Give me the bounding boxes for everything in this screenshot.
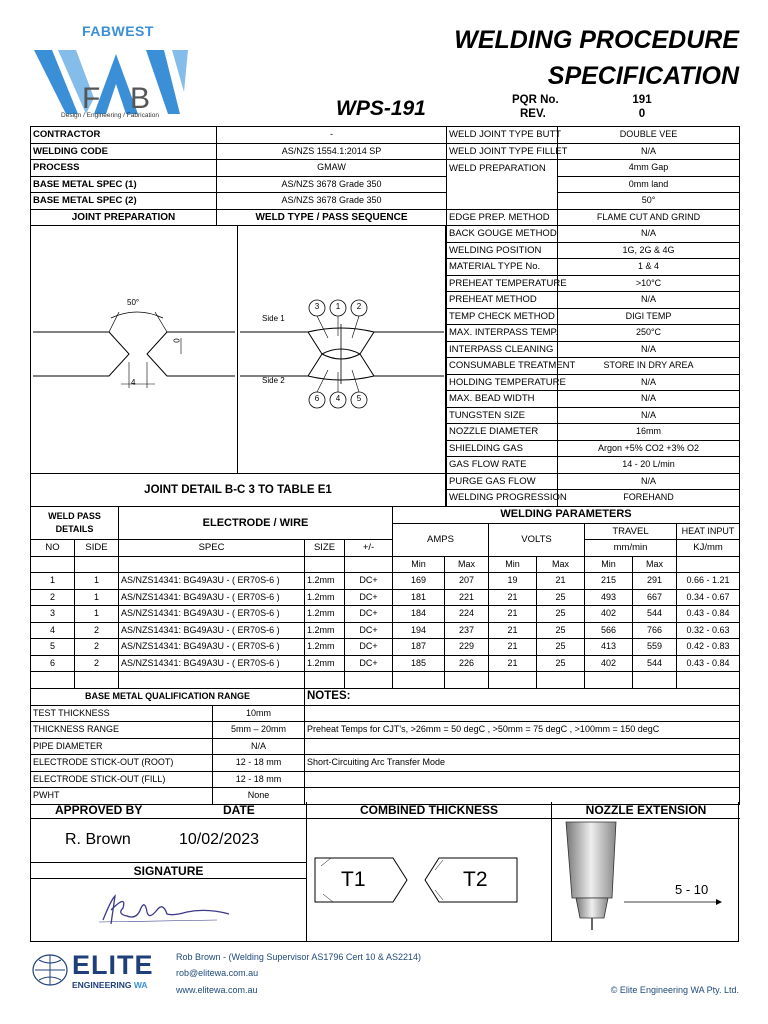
parameter-value: FOREHAND (558, 490, 740, 507)
parameter-value: N/A (558, 341, 740, 358)
parameter-row (447, 259, 740, 276)
fabwest-tagline: Design / Engineering / Fabrication (61, 112, 159, 119)
joint-prep-header: JOINT PREPARATION (31, 209, 217, 226)
weld-pass-row (31, 655, 740, 672)
elite-logo (30, 950, 160, 994)
nozzle-drawing (552, 818, 740, 942)
pass-no: 3 (31, 606, 75, 623)
volts-header: VOLTS (489, 523, 585, 556)
pass-hi: 0.43 - 0.84 (677, 606, 740, 623)
qualification-row (31, 755, 740, 772)
parameter-row (447, 176, 740, 193)
parameter-row (447, 358, 740, 375)
parameter-row (447, 490, 740, 507)
pass-vmax: 25 (537, 639, 585, 656)
parameter-label: TEMP CHECK METHOD (447, 308, 558, 325)
parameter-label: PURGE GAS FLOW (447, 473, 558, 490)
qual-value: None (213, 788, 305, 805)
weld-pass-details-header (31, 507, 119, 540)
pass-vmax: 25 (537, 622, 585, 639)
parameter-value: N/A (558, 292, 740, 309)
electrode-wire-header: ELECTRODE / WIRE (119, 507, 393, 540)
parameter-value: 14 - 20 L/min (558, 457, 740, 474)
pass-5: 5 (356, 394, 362, 403)
heat-input-header: HEAT INPUT (677, 523, 740, 540)
fabwest-logo (30, 20, 190, 125)
parameter-row (447, 341, 740, 358)
info-value: GMAW (217, 160, 447, 177)
parameter-value: N/A (558, 407, 740, 424)
parameter-row (447, 424, 740, 441)
pass-tmin: 402 (585, 606, 633, 623)
pass-spec: AS/NZS14341: BG49A3U - ( ER70S-6 ) (119, 639, 305, 656)
combined-thickness-label: COMBINED THICKNESS (359, 803, 498, 817)
info-row (31, 176, 447, 193)
pass-size: 1.2mm (305, 573, 345, 590)
qual-label: THICKNESS RANGE (31, 722, 213, 739)
qual-note (305, 771, 740, 788)
volts-min-header: Min (489, 556, 537, 573)
pass-amin: 194 (393, 622, 445, 639)
pass-vmin: 19 (489, 573, 537, 590)
signature-label: SIGNATURE (133, 864, 204, 878)
approval-section (30, 802, 739, 942)
parameter-row (447, 292, 740, 309)
parameter-value: N/A (558, 143, 740, 160)
elite-tagline (72, 980, 148, 990)
pass-vmax: 25 (537, 589, 585, 606)
qual-note (305, 738, 740, 755)
pass-spec: AS/NZS14341: BG49A3U - ( ER70S-6 ) (119, 655, 305, 672)
pass-hi: 0.42 - 0.83 (677, 639, 740, 656)
parameter-value: N/A (558, 391, 740, 408)
pass-tmin: 566 (585, 622, 633, 639)
pass-pol: DC+ (345, 589, 393, 606)
contact-name: Rob Brown - (Welding Supervisor AS1796 Cert 10 & AS2214) (176, 952, 421, 962)
pass-size: 1.2mm (305, 655, 345, 672)
pass-tmax: 559 (633, 639, 677, 656)
info-label: WELDING CODE (31, 143, 217, 160)
fab-logo-icon (30, 42, 190, 122)
pass-tmax: 544 (633, 606, 677, 623)
svg-text:B: B (130, 82, 151, 115)
parameter-row (447, 308, 740, 325)
parameter-value: Argon +5% CO2 +3% O2 (558, 440, 740, 457)
qual-value: 5mm – 20mm (213, 722, 305, 739)
qual-label: PIPE DIAMETER (31, 738, 213, 755)
parameter-value: N/A (558, 226, 740, 243)
parameter-label: GAS FLOW RATE (447, 457, 558, 474)
pass-amin: 169 (393, 573, 445, 590)
qual-note (305, 705, 740, 722)
parameter-row (447, 209, 740, 226)
pass-vmin: 21 (489, 655, 537, 672)
pass-tmax: 667 (633, 589, 677, 606)
gap-label: 4 (131, 378, 136, 387)
parameter-label: TUNGSTEN SIZE (447, 407, 558, 424)
info-label: BASE METAL SPEC (1) (31, 176, 217, 193)
col-spec: SPEC (119, 540, 305, 557)
pass-vmax: 25 (537, 655, 585, 672)
pass-tmin: 402 (585, 655, 633, 672)
qualification-row (31, 722, 740, 739)
date-label: DATE (223, 803, 255, 817)
parameter-label: BACK GOUGE METHOD (447, 226, 558, 243)
volts-max-header: Max (537, 556, 585, 573)
contact-email[interactable]: rob@elitewa.com.au (176, 968, 259, 978)
t1-label: T1 (341, 868, 366, 891)
pass-2: 2 (356, 302, 362, 311)
parameter-label: MATERIAL TYPE No. (447, 259, 558, 276)
pass-vmin: 21 (489, 606, 537, 623)
info-value: AS/NZS 3678 Grade 350 (217, 176, 447, 193)
pass-hi: 0.32 - 0.63 (677, 622, 740, 639)
pass-spec: AS/NZS14341: BG49A3U - ( ER70S-6 ) (119, 573, 305, 590)
pass-amax: 237 (445, 622, 489, 639)
parameter-value: 250°C (558, 325, 740, 342)
parameter-value: N/A (558, 473, 740, 490)
elite-tagline-b: WA (131, 980, 148, 990)
amps-header: AMPS (393, 523, 489, 556)
pass-no: 5 (31, 639, 75, 656)
qual-label: ELECTRODE STICK-OUT (FILL) (31, 771, 213, 788)
parameter-label: MAX. INTERPASS TEMP. (447, 325, 558, 342)
pass-no: 2 (31, 589, 75, 606)
fabwest-brand-text: FABWEST (82, 23, 154, 39)
info-row (31, 143, 447, 160)
pass-vmin: 21 (489, 589, 537, 606)
parameter-value: DOUBLE VEE (558, 127, 740, 144)
contact-website[interactable]: www.elitewa.com.au (176, 985, 258, 995)
pass-side: 1 (75, 606, 119, 623)
side1-label: Side 1 (262, 314, 285, 323)
parameter-label: WELD JOINT TYPE BUTT (447, 127, 558, 144)
pass-side: 1 (75, 589, 119, 606)
parameter-row (447, 193, 740, 210)
pass-vmin: 21 (489, 622, 537, 639)
pass-size: 1.2mm (305, 606, 345, 623)
qual-note: Preheat Temps for CJT's, >26mm = 50 degC , >50mm = 75 degC , >100mm = 150 degC (305, 722, 740, 739)
info-row (31, 193, 447, 210)
info-label: PROCESS (31, 160, 217, 177)
parameter-row (447, 391, 740, 408)
col-side: SIDE (75, 540, 119, 557)
qualification-row (31, 705, 740, 722)
qual-value: N/A (213, 738, 305, 755)
parameter-value: FLAME CUT AND GRIND (558, 209, 740, 226)
pass-pol: DC+ (345, 639, 393, 656)
qual-note: Short-Circuiting Arc Transfer Mode (305, 755, 740, 772)
parameter-row (447, 275, 740, 292)
pass-spec: AS/NZS14341: BG49A3U - ( ER70S-6 ) (119, 622, 305, 639)
pass-amin: 181 (393, 589, 445, 606)
parameter-label (447, 176, 558, 193)
pass-no: 4 (31, 622, 75, 639)
pass-size: 1.2mm (305, 589, 345, 606)
parameter-value: 0mm land (558, 176, 740, 193)
parameter-value: DIGI TEMP (558, 308, 740, 325)
heat-input-unit: KJ/mm (677, 540, 740, 557)
parameter-row (447, 440, 740, 457)
pass-size: 1.2mm (305, 639, 345, 656)
qual-value: 12 - 18 mm (213, 755, 305, 772)
pass-no: 6 (31, 655, 75, 672)
parameter-value: 50° (558, 193, 740, 210)
parameter-label (447, 193, 558, 210)
land-label: 0 (172, 338, 182, 343)
copyright-text: © Elite Engineering WA Pty. Ltd. (610, 985, 739, 995)
nozzle-extension-value: 5 - 10 (675, 882, 709, 897)
pass-amax: 221 (445, 589, 489, 606)
pass-side: 1 (75, 573, 119, 590)
details-label: DETAILS (55, 524, 94, 534)
parameter-row (447, 473, 740, 490)
weld-pass-row (31, 573, 740, 590)
notes-header: NOTES: (305, 689, 740, 706)
qual-value: 10mm (213, 705, 305, 722)
parameter-value: >10°C (558, 275, 740, 292)
parameter-label: SHIELDING GAS (447, 440, 558, 457)
parameter-row (447, 374, 740, 391)
elite-globe-icon (30, 952, 70, 988)
parameter-label: PREHEAT TEMPERATURE (447, 275, 558, 292)
qualification-row (31, 738, 740, 755)
pass-side: 2 (75, 639, 119, 656)
parameter-label: PREHEAT METHOD (447, 292, 558, 309)
general-info-table (30, 126, 447, 226)
travel-unit: mm/min (585, 540, 677, 557)
info-row (31, 160, 447, 177)
parameter-label: WELD JOINT TYPE FILLET (447, 143, 558, 160)
pass-vmin: 21 (489, 639, 537, 656)
svg-text:F: F (82, 82, 101, 115)
joint-detail-text: JOINT DETAIL B-C 3 TO TABLE E1 (144, 484, 332, 496)
pass-amin: 187 (393, 639, 445, 656)
doc-title-line1: WELDING PROCEDURE (454, 26, 739, 54)
parameter-value: 4mm Gap (558, 160, 740, 177)
info-row (31, 127, 447, 144)
pass-tmin: 215 (585, 573, 633, 590)
pass-4: 4 (335, 394, 341, 403)
qualification-row (31, 771, 740, 788)
pass-amax: 229 (445, 639, 489, 656)
pass-tmax: 291 (633, 573, 677, 590)
joint-detail (30, 474, 446, 507)
parameter-label: WELDING POSITION (447, 242, 558, 259)
pass-pol: DC+ (345, 655, 393, 672)
pass-side: 2 (75, 622, 119, 639)
rev-value: 0 (638, 108, 646, 120)
col-polarity: +/- (345, 540, 393, 557)
weld-pass-row (31, 589, 740, 606)
pqr-value: 191 (632, 94, 652, 106)
parameter-label: INTERPASS CLEANING (447, 341, 558, 358)
parameter-value: 16mm (558, 424, 740, 441)
approver-name: R. Brown (65, 831, 131, 848)
pass-amin: 184 (393, 606, 445, 623)
pass-amin: 185 (393, 655, 445, 672)
pass-tmax: 544 (633, 655, 677, 672)
pass-spec: AS/NZS14341: BG49A3U - ( ER70S-6 ) (119, 589, 305, 606)
travel-header: TRAVEL (585, 523, 677, 540)
parameter-row (447, 242, 740, 259)
qual-label: TEST THICKNESS (31, 705, 213, 722)
parameter-label: WELDING PROGRESSION (447, 490, 558, 507)
parameter-value: N/A (558, 374, 740, 391)
signature-image (97, 890, 237, 930)
procedure-parameters-table (446, 126, 740, 507)
pass-hi: 0.34 - 0.67 (677, 589, 740, 606)
nozzle-extension-label: NOZZLE EXTENSION (585, 803, 707, 817)
pass-tmin: 493 (585, 589, 633, 606)
parameter-row (447, 127, 740, 144)
amps-min-header: Min (393, 556, 445, 573)
info-value: - (217, 127, 447, 144)
weld-pass-label: WELD PASS (48, 511, 101, 521)
amps-max-header: Max (445, 556, 489, 573)
travel-min-header: Min (585, 556, 633, 573)
parameter-value: 1 & 4 (558, 259, 740, 276)
parameter-label: HOLDING TEMPERATURE (447, 374, 558, 391)
base-metal-qualification-table (30, 688, 740, 805)
side2-label: Side 2 (262, 376, 285, 385)
pass-no: 1 (31, 573, 75, 590)
pass-spec: AS/NZS14341: BG49A3U - ( ER70S-6 ) (119, 606, 305, 623)
angle-label: 50° (127, 298, 140, 307)
weld-pass-table (30, 506, 740, 689)
pass-pol: DC+ (345, 573, 393, 590)
parameter-value: STORE IN DRY AREA (558, 358, 740, 375)
parameter-label: NOZZLE DIAMETER (447, 424, 558, 441)
elite-tagline-a: ENGINEERING (72, 980, 132, 990)
info-value: AS/NZS 1554.1:2014 SP (217, 143, 447, 160)
parameter-value: 1G, 2G & 4G (558, 242, 740, 259)
col-no: NO (31, 540, 75, 557)
pass-side: 2 (75, 655, 119, 672)
base-metal-qual-header: BASE METAL QUALIFICATION RANGE (31, 689, 305, 706)
t2-label: T2 (463, 868, 488, 891)
parameter-row (447, 160, 740, 177)
pass-tmin: 413 (585, 639, 633, 656)
parameter-label: CONSUMABLE TREATMENT (447, 358, 558, 375)
parameter-row (447, 457, 740, 474)
parameter-row (447, 143, 740, 160)
weld-pass-row (31, 639, 740, 656)
pass-vmax: 25 (537, 606, 585, 623)
doc-title-line2: SPECIFICATION (547, 62, 739, 90)
elite-wordmark: ELITE (72, 950, 154, 980)
pass-pol: DC+ (345, 622, 393, 639)
pass-hi: 0.43 - 0.84 (677, 655, 740, 672)
joint-diagram-area (30, 226, 446, 474)
joint-preparation-drawing (31, 226, 237, 474)
rev-label: REV. (520, 108, 546, 120)
weld-type-header: WELD TYPE / PASS SEQUENCE (217, 209, 447, 226)
pass-1: 1 (335, 302, 341, 311)
qual-value: 12 - 18 mm (213, 771, 305, 788)
parameter-label: EDGE PREP. METHOD (447, 209, 558, 226)
info-label: CONTRACTOR (31, 127, 217, 144)
approval-date: 10/02/2023 (179, 831, 260, 848)
parameter-label: WELD PREPARATION (447, 160, 558, 177)
pass-size: 1.2mm (305, 622, 345, 639)
pass-amax: 224 (445, 606, 489, 623)
parameter-row (447, 407, 740, 424)
pqr-label: PQR No. (512, 94, 559, 106)
pass-amax: 207 (445, 573, 489, 590)
qual-label: ELECTRODE STICK-OUT (ROOT) (31, 755, 213, 772)
wps-number: WPS-191 (336, 97, 426, 120)
parameter-row (447, 226, 740, 243)
info-value: AS/NZS 3678 Grade 350 (217, 193, 447, 210)
parameter-label: MAX. BEAD WIDTH (447, 391, 558, 408)
pass-vmax: 21 (537, 573, 585, 590)
col-size: SIZE (305, 540, 345, 557)
pass-amax: 226 (445, 655, 489, 672)
approved-by-label: APPROVED BY (55, 803, 143, 817)
weld-pass-row (31, 606, 740, 623)
parameter-row (447, 325, 740, 342)
pass-tmax: 766 (633, 622, 677, 639)
pass-3: 3 (314, 302, 320, 311)
pass-sequence-drawing (238, 226, 446, 474)
pass-pol: DC+ (345, 606, 393, 623)
info-label: BASE METAL SPEC (2) (31, 193, 217, 210)
qual-label: PWHT (31, 788, 213, 805)
weld-pass-row (31, 622, 740, 639)
pass-hi: 0.66 - 1.21 (677, 573, 740, 590)
travel-max-header: Max (633, 556, 677, 573)
pass-6: 6 (314, 394, 320, 403)
welding-parameters-header: WELDING PARAMETERS (393, 507, 740, 524)
